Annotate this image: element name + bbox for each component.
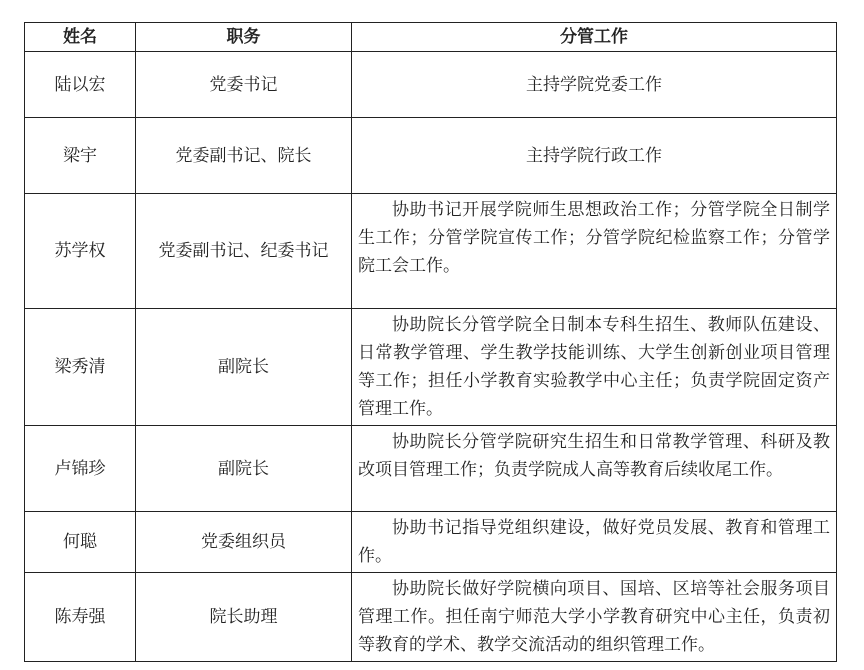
cell-duty xyxy=(352,512,837,573)
cell-duty xyxy=(352,309,837,426)
table-row xyxy=(25,573,837,662)
table-row xyxy=(25,309,837,426)
cell-title: 党委副书记、纪委书记 xyxy=(136,194,352,309)
cell-title: 副院长 xyxy=(136,426,352,512)
cell-title: 党委副书记、院长 xyxy=(136,118,352,194)
header-name: 姓名 xyxy=(25,23,136,52)
table-row xyxy=(25,426,837,512)
cell-duty: 主持学院党委工作 xyxy=(352,52,837,118)
cell-duty: 主持学院行政工作 xyxy=(352,118,837,194)
duty-text: 协助院长做好学院横向项目、国培、区培等社会服务项目管理工作。担任南宁师范大学小学教育研究中心主任，负责初等教育的学术、教学交流活动的组织管理工作。 xyxy=(358,579,830,655)
leadership-table xyxy=(24,22,837,662)
cell-name: 梁秀清 xyxy=(25,309,136,426)
table-row xyxy=(25,512,837,573)
header-title: 职务 xyxy=(136,23,352,52)
cell-title: 党委书记 xyxy=(136,52,352,118)
cell-duty xyxy=(352,194,837,309)
duty-text: 协助书记开展学院师生思想政治工作；分管学院全日制学生工作；分管学院宣传工作；分管学院纪检监察工作；分管学院工会工作。 xyxy=(358,200,830,276)
cell-name: 陆以宏 xyxy=(25,52,136,118)
cell-title: 院长助理 xyxy=(136,573,352,662)
cell-name: 卢锦珍 xyxy=(25,426,136,512)
cell-name: 梁宇 xyxy=(25,118,136,194)
duty-text: 协助书记指导党组织建设，做好党员发展、教育和管理工作。 xyxy=(358,518,830,566)
cell-name: 苏学权 xyxy=(25,194,136,309)
duty-text: 协助院长分管学院全日制本专科生招生、教师队伍建设、日常教学管理、学生教学技能训练、大学生创新创业项目管理等工作；担任小学教育实验教学中心主任；负责学院固定资产管理工作。 xyxy=(358,315,830,419)
header-duty: 分管工作 xyxy=(352,23,837,52)
table-row xyxy=(25,118,837,194)
header-row xyxy=(25,23,837,52)
cell-duty xyxy=(352,573,837,662)
cell-duty xyxy=(352,426,837,512)
cell-name: 何聪 xyxy=(25,512,136,573)
table-row xyxy=(25,52,837,118)
cell-name: 陈寿强 xyxy=(25,573,136,662)
cell-title: 党委组织员 xyxy=(136,512,352,573)
duty-text: 协助院长分管学院研究生招生和日常教学管理、科研及教改项目管理工作；负责学院成人高等教育后续收尾工作。 xyxy=(358,432,830,480)
cell-title: 副院长 xyxy=(136,309,352,426)
table-row xyxy=(25,194,837,309)
